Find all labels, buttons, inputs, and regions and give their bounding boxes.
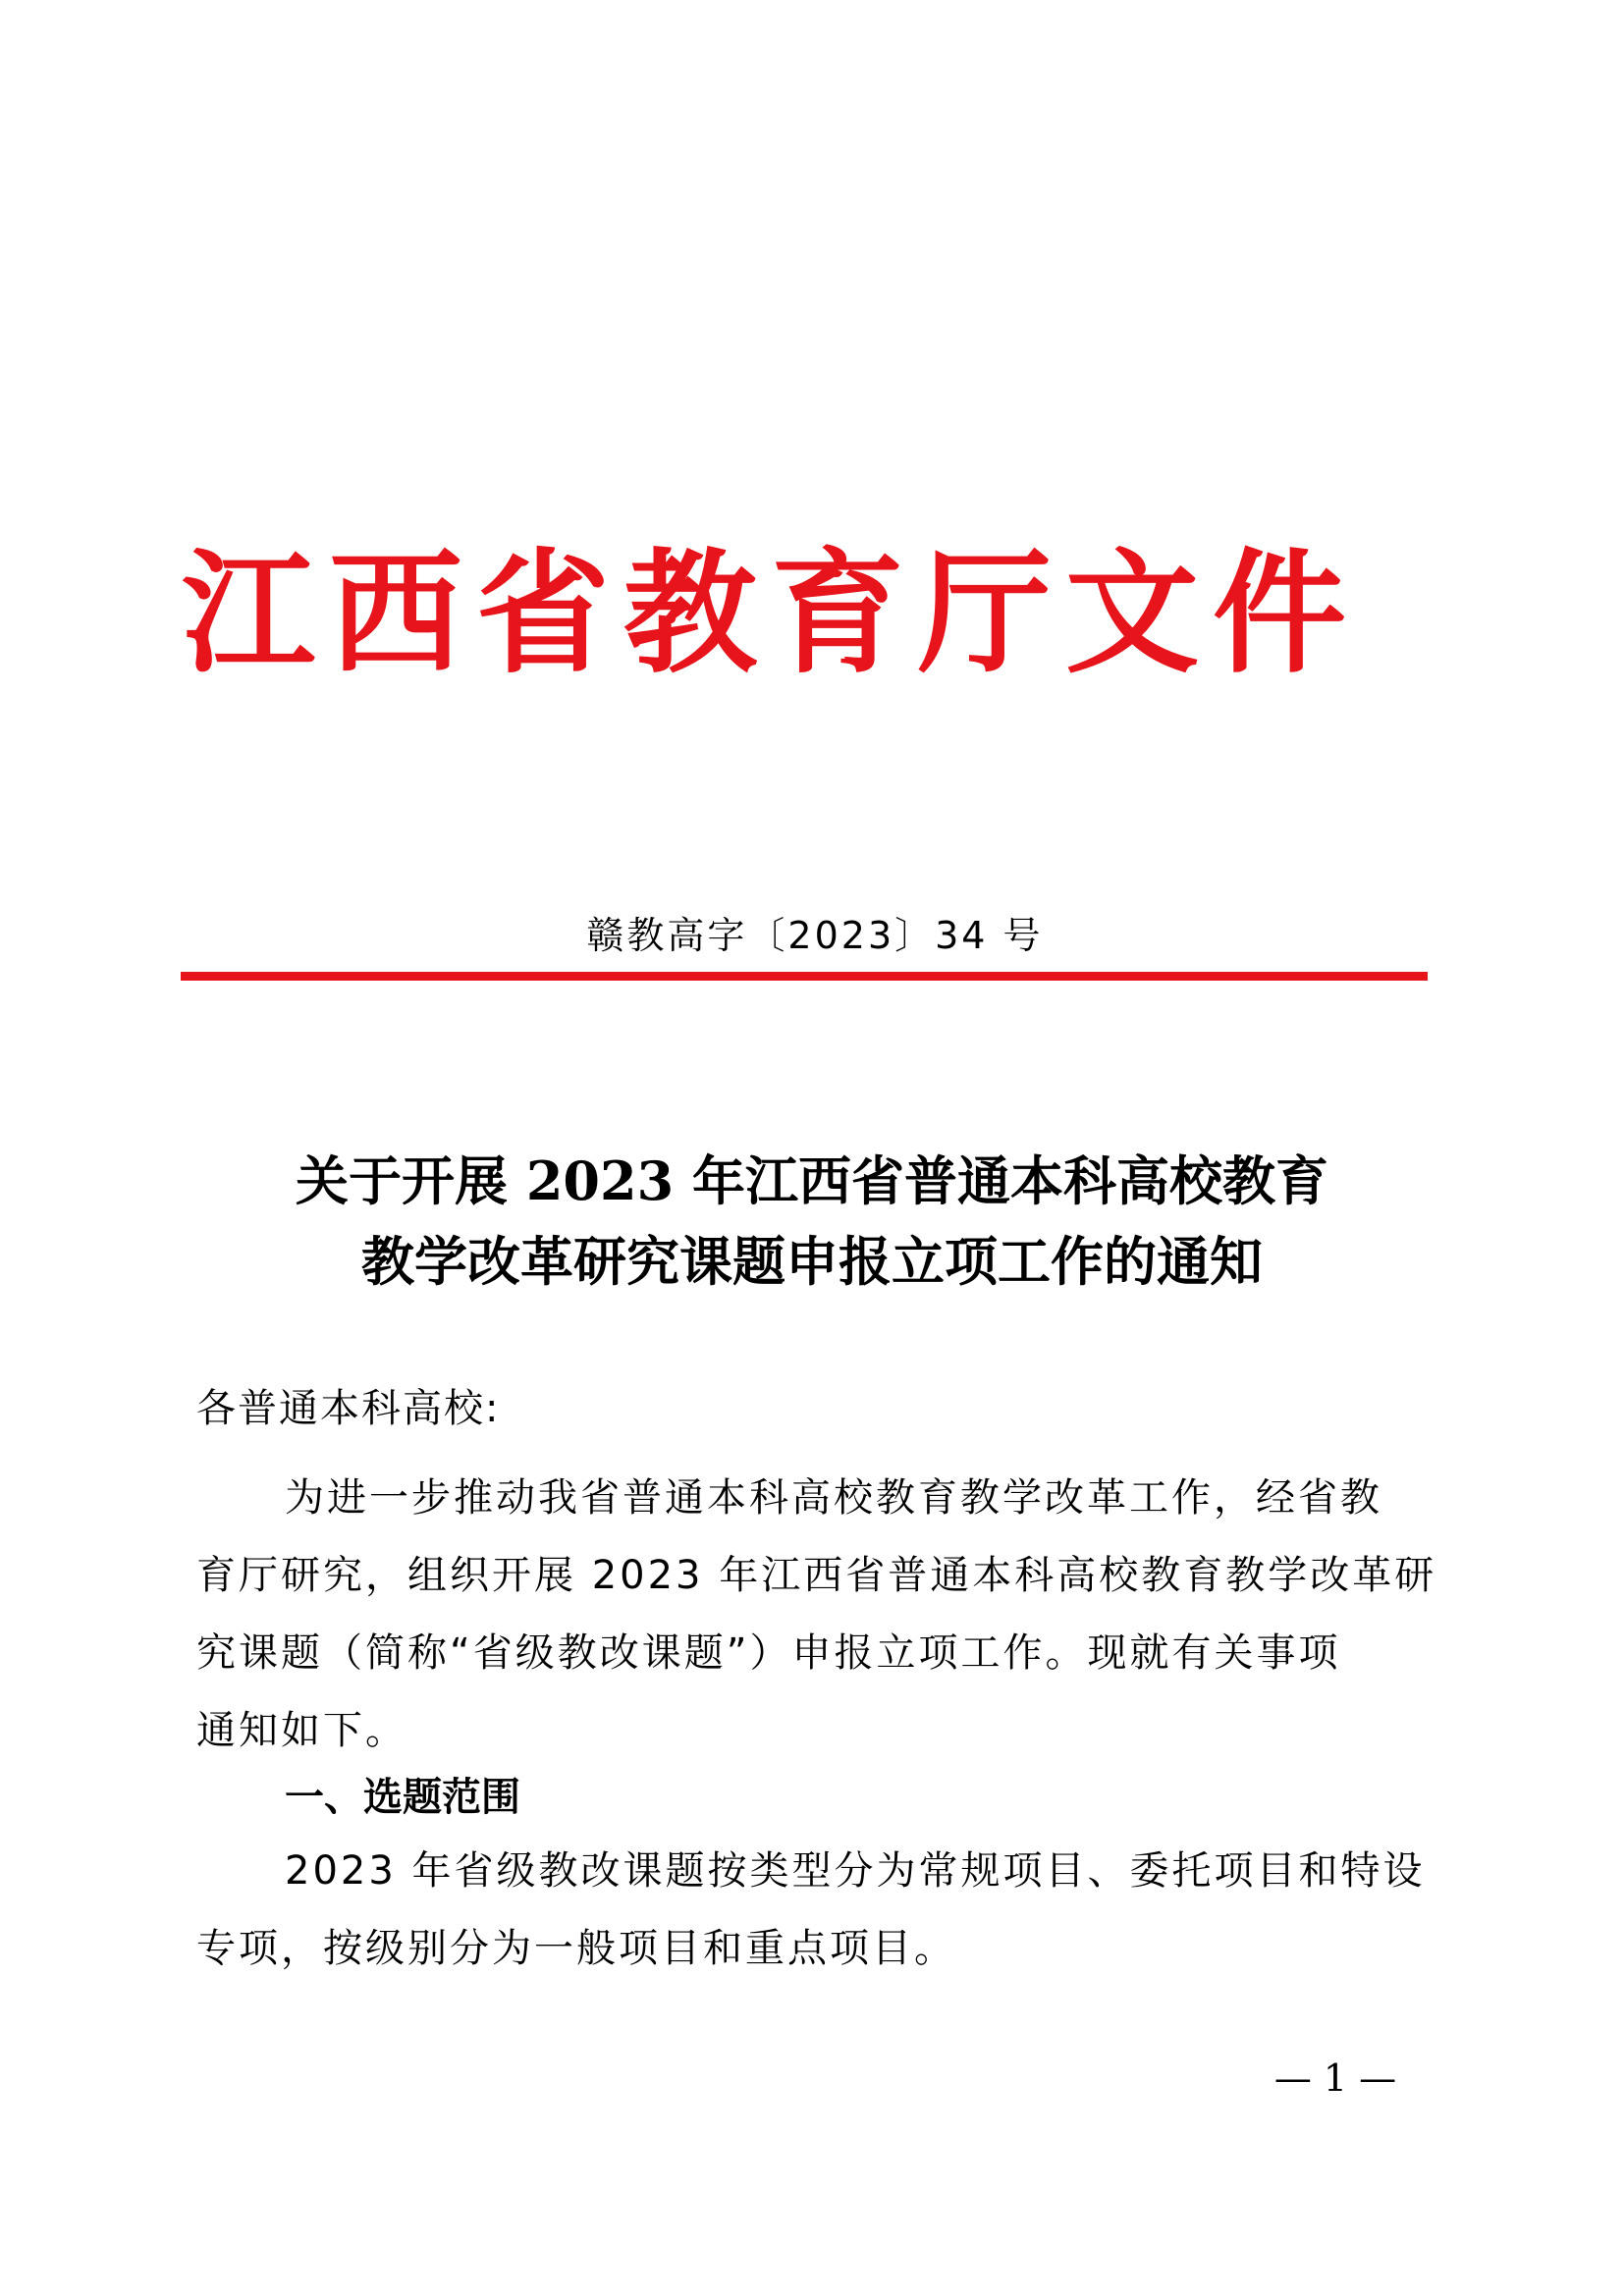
page-number: — 1 —	[1273, 2056, 1397, 2100]
title-line-2: 教学改革研究课题申报立项工作的通知	[361, 1230, 1263, 1293]
document-number: 赣教高字〔2023〕34 号	[586, 914, 1044, 957]
paragraph-line: 为进一步推动我省普通本科高校教育教学改革工作，经省教	[285, 1475, 1382, 1521]
masthead-title: 江西省教育厅文件	[182, 535, 1360, 692]
paragraph-line: 通知如下。	[196, 1708, 407, 1753]
paragraph-line: 专项，按级别分为一般项目和重点项目。	[196, 1926, 956, 1971]
document-title	[167, 1141, 1457, 1302]
paragraph-line: 育厅研究，组织开展 2023 年江西省普通本科高校教育教学改革研	[196, 1553, 1437, 1598]
salutation: 各普通本科高校:	[196, 1386, 501, 1431]
red-divider-line	[181, 972, 1428, 981]
body-paragraph-1	[196, 1460, 1437, 1770]
section-heading-1: 一、选题范围	[285, 1775, 520, 1820]
paragraph-line: 2023 年省级教改课题按类型分为常规项目、委托项目和特设	[285, 1848, 1426, 1894]
body-paragraph-2	[196, 1833, 1437, 1988]
paragraph-line: 究课题（简称“省级教改课题”）申报立项工作。现就有关事项	[196, 1630, 1341, 1676]
title-line-1: 关于开展 2023 年江西省普通本科高校教育	[296, 1149, 1328, 1212]
